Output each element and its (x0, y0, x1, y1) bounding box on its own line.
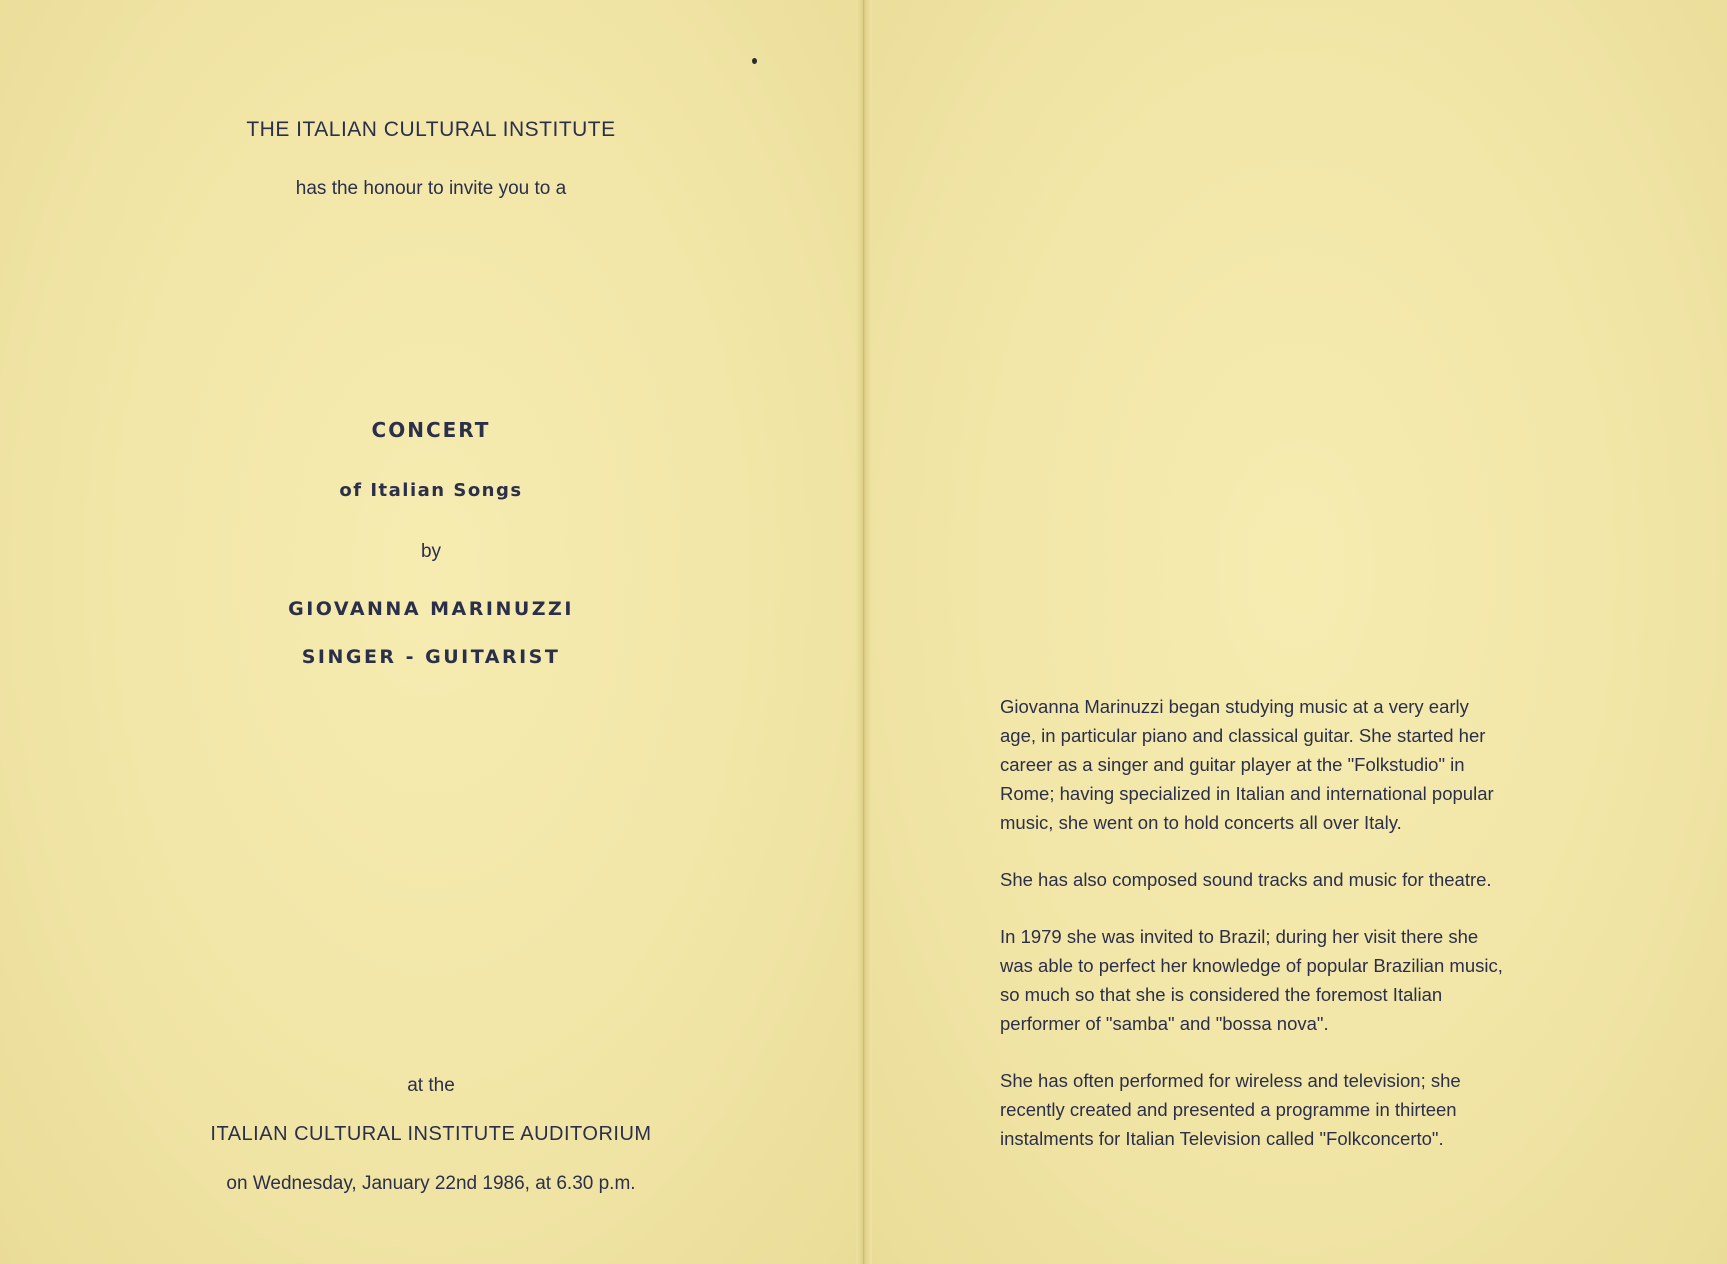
performer-role: SINGER - GUITARIST (301, 646, 561, 668)
event-type: CONCERT (371, 418, 491, 442)
at-the-line: at the (407, 1075, 455, 1096)
performer-biography (1000, 692, 1620, 1181)
organization-name: THE ITALIAN CULTURAL INSTITUTE (246, 118, 616, 141)
bio-paragraph: She has often performed for wireless and television; she recently created and presented a programme in thirteen instalments for Italian Television called "Folkconcerto". (1000, 1070, 1461, 1149)
card-fold (856, 0, 872, 1264)
invitation-line: has the honour to invite you to a (295, 178, 567, 199)
performer-name: GIOVANNA MARINUZZI (288, 598, 574, 620)
bio-paragraph: She has also composed sound tracks and music for theatre. (1000, 869, 1492, 890)
left-page (0, 0, 862, 1264)
bio-paragraph: In 1979 she was invited to Brazil; during her visit there she was able to perfect her knowledge of popular Brazilian music, so much so that she is considered the foremost Italian performer of "samba" and "bossa nova". (1000, 926, 1503, 1034)
ink-speck (752, 58, 757, 64)
event-date-time: on Wednesday, January 22nd 1986, at 6.30 p.m. (226, 1173, 636, 1194)
event-subject: of Italian Songs (339, 480, 523, 501)
bio-paragraph: Giovanna Marinuzzi began studying music at a very early age, in particular piano and classical guitar. She started her career as a singer and guitar player at the "Folkstudio" in Rome; having specialized in Italian and international popular music, she went on to hold concerts all over Italy. (1000, 696, 1494, 833)
by-line: by (420, 541, 442, 562)
venue-name: ITALIAN CULTURAL INSTITUTE AUDITORIUM (210, 1123, 652, 1145)
fold-crease (863, 0, 864, 1264)
